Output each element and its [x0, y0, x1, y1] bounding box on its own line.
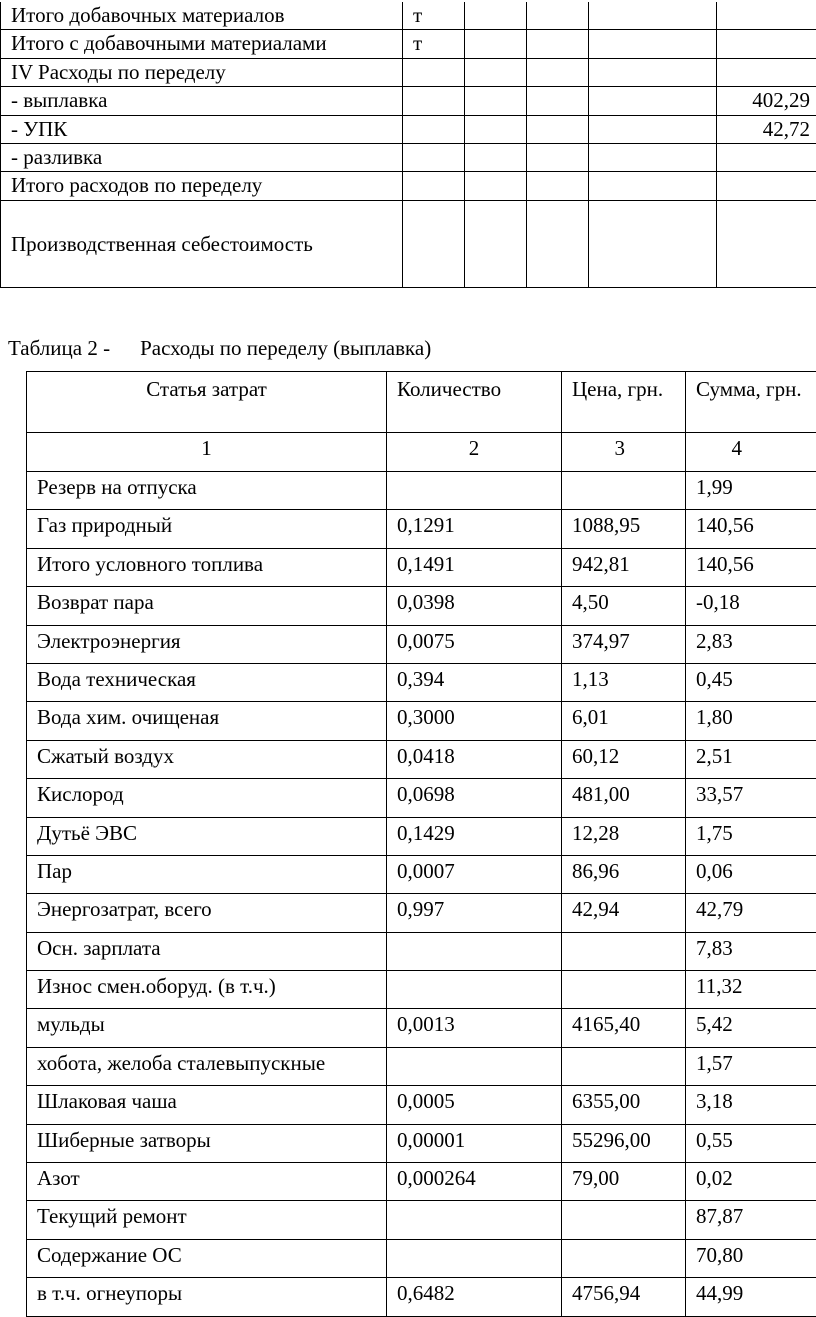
cell-price: 4,50	[562, 587, 686, 625]
caption-title: Расходы по переделу (выплавка)	[140, 336, 431, 360]
cell-item: Итого условного топлива	[27, 548, 387, 586]
cell-qty: 0,0418	[387, 740, 562, 778]
cell-item: Электроэнергия	[27, 625, 387, 663]
summary-cell-c3	[465, 58, 527, 86]
cell-sum: 3,18	[686, 1086, 816, 1124]
summary-cell-c4	[527, 87, 589, 115]
cell-item: хобота, желоба сталевыпускные	[27, 1047, 387, 1085]
cell-sum: 2,83	[686, 625, 816, 663]
cell-item: Азот	[27, 1163, 387, 1201]
summary-cell-c4	[527, 30, 589, 58]
summary-cell-c5	[589, 143, 717, 171]
cell-price: 42,94	[562, 894, 686, 932]
cell-price	[562, 971, 686, 1009]
cell-qty: 0,0007	[387, 855, 562, 893]
table-row	[27, 1124, 816, 1162]
cell-price	[562, 1047, 686, 1085]
summary-cell-c6	[717, 172, 816, 200]
table-row	[27, 779, 816, 817]
summary-cell-unit: т	[403, 2, 465, 30]
cell-qty	[387, 1201, 562, 1239]
summary-cell-c3	[465, 87, 527, 115]
table-row	[27, 472, 816, 510]
cell-item: Сжатый воздух	[27, 740, 387, 778]
summary-cell-c3	[465, 2, 527, 30]
table-row	[27, 971, 816, 1009]
cell-item: мульды	[27, 1009, 387, 1047]
column-number-4: 4	[686, 433, 816, 472]
cost-table-body	[27, 372, 816, 1317]
cell-price	[562, 1201, 686, 1239]
header-qty: Количество	[387, 372, 562, 433]
cell-sum: 0,45	[686, 663, 816, 701]
table-row	[27, 1201, 816, 1239]
cell-sum: 140,56	[686, 510, 816, 548]
cell-item: Энергозатрат, всего	[27, 894, 387, 932]
cell-sum: 1,75	[686, 817, 816, 855]
summary-cell-label: - УПК	[1, 115, 403, 143]
cell-price: 4165,40	[562, 1009, 686, 1047]
summary-row	[1, 172, 816, 200]
cell-sum: -0,18	[686, 587, 816, 625]
table-caption	[8, 334, 431, 362]
table-row	[27, 1163, 816, 1201]
table-row	[27, 894, 816, 932]
summary-cell-label: Итого добавочных материалов	[1, 2, 403, 30]
cell-sum: 0,06	[686, 855, 816, 893]
summary-cell-c5	[589, 87, 717, 115]
cell-item: Пар	[27, 855, 387, 893]
table-row	[27, 817, 816, 855]
summary-row	[1, 58, 816, 86]
summary-cell-c4	[527, 200, 589, 287]
cell-sum: 44,99	[686, 1278, 816, 1316]
summary-cell-c5	[589, 58, 717, 86]
cell-qty: 0,1291	[387, 510, 562, 548]
summary-table	[0, 2, 816, 288]
summary-cell-c6	[717, 30, 816, 58]
table-row	[27, 548, 816, 586]
cell-qty: 0,1429	[387, 817, 562, 855]
cell-item: Шлаковая чаша	[27, 1086, 387, 1124]
cell-qty: 0,000264	[387, 1163, 562, 1201]
summary-cell-label: - выплавка	[1, 87, 403, 115]
summary-cell-unit	[403, 143, 465, 171]
cell-qty: 0,3000	[387, 702, 562, 740]
summary-cell-label: IV Расходы по переделу	[1, 58, 403, 86]
cell-qty: 0,0698	[387, 779, 562, 817]
summary-cell-unit: т	[403, 30, 465, 58]
cell-sum: 1,57	[686, 1047, 816, 1085]
cell-sum: 7,83	[686, 932, 816, 970]
summary-cell-c4	[527, 58, 589, 86]
cell-sum: 33,57	[686, 779, 816, 817]
cell-sum: 1,99	[686, 472, 816, 510]
cell-item: Газ природный	[27, 510, 387, 548]
cell-qty: 0,0005	[387, 1086, 562, 1124]
cell-price: 1,13	[562, 663, 686, 701]
cell-item: Износ смен.оборуд. (в т.ч.)	[27, 971, 387, 1009]
cell-price: 79,00	[562, 1163, 686, 1201]
cell-qty	[387, 1047, 562, 1085]
summary-cell-c3	[465, 172, 527, 200]
summary-cell-c5	[589, 200, 717, 287]
cell-qty: 0,0075	[387, 625, 562, 663]
summary-row	[1, 200, 816, 287]
summary-cell-c6: 402,29	[717, 87, 816, 115]
summary-cell-c6	[717, 200, 816, 287]
cell-qty: 0,00001	[387, 1124, 562, 1162]
cell-sum: 1,80	[686, 702, 816, 740]
cell-item: Вода хим. очищеная	[27, 702, 387, 740]
summary-cell-c4	[527, 2, 589, 30]
column-number-3: 3	[562, 433, 686, 472]
cell-qty	[387, 472, 562, 510]
cell-sum: 11,32	[686, 971, 816, 1009]
cost-table	[26, 371, 816, 1317]
summary-cell-c6	[717, 143, 816, 171]
table-row	[27, 932, 816, 970]
table-row	[27, 855, 816, 893]
cell-price: 481,00	[562, 779, 686, 817]
table-row	[27, 510, 816, 548]
summary-cell-c5	[589, 172, 717, 200]
cell-sum: 0,55	[686, 1124, 816, 1162]
cell-qty: 0,0013	[387, 1009, 562, 1047]
cell-sum: 5,42	[686, 1009, 816, 1047]
summary-cell-c3	[465, 143, 527, 171]
table-row	[27, 1009, 816, 1047]
cell-qty	[387, 932, 562, 970]
cell-sum: 140,56	[686, 548, 816, 586]
summary-row	[1, 30, 816, 58]
summary-cell-unit	[403, 115, 465, 143]
summary-cell-c4	[527, 172, 589, 200]
cell-item: Осн. зарплата	[27, 932, 387, 970]
summary-cell-c3	[465, 115, 527, 143]
cell-qty: 0,1491	[387, 548, 562, 586]
table-row	[27, 663, 816, 701]
cell-item: Кислород	[27, 779, 387, 817]
cell-price: 55296,00	[562, 1124, 686, 1162]
summary-cell-c6: 42,72	[717, 115, 816, 143]
summary-cell-label: Итого с добавочными материалами	[1, 30, 403, 58]
cell-price	[562, 472, 686, 510]
summary-cell-c4	[527, 143, 589, 171]
cell-price: 86,96	[562, 855, 686, 893]
cell-qty: 0,394	[387, 663, 562, 701]
summary-cell-c5	[589, 30, 717, 58]
cell-qty: 0,6482	[387, 1278, 562, 1316]
summary-row	[1, 143, 816, 171]
cell-price: 12,28	[562, 817, 686, 855]
summary-cell-c6	[717, 2, 816, 30]
cell-price: 942,81	[562, 548, 686, 586]
table-row	[27, 1086, 816, 1124]
table-row	[27, 625, 816, 663]
cell-price: 6,01	[562, 702, 686, 740]
summary-cell-unit	[403, 172, 465, 200]
cell-sum: 2,51	[686, 740, 816, 778]
cell-sum: 70,80	[686, 1239, 816, 1277]
cell-sum: 42,79	[686, 894, 816, 932]
summary-cell-label: - разливка	[1, 143, 403, 171]
table-row	[27, 740, 816, 778]
summary-row	[1, 87, 816, 115]
cell-item: Вода техническая	[27, 663, 387, 701]
header-sum: Сумма, грн.	[686, 372, 816, 433]
cell-item: Возврат пара	[27, 587, 387, 625]
summary-cell-label: Производственная себестоимость	[1, 200, 403, 287]
summary-cell-c6	[717, 58, 816, 86]
summary-cell-c5	[589, 2, 717, 30]
cell-item: Содержание ОС	[27, 1239, 387, 1277]
summary-cell-c3	[465, 200, 527, 287]
summary-cell-unit	[403, 87, 465, 115]
summary-row	[1, 115, 816, 143]
cell-sum: 0,02	[686, 1163, 816, 1201]
cell-item: Резерв на отпуска	[27, 472, 387, 510]
table-row	[27, 702, 816, 740]
summary-cell-unit	[403, 58, 465, 86]
cell-price: 374,97	[562, 625, 686, 663]
cell-price: 4756,94	[562, 1278, 686, 1316]
column-number-row	[27, 433, 816, 472]
cell-price: 6355,00	[562, 1086, 686, 1124]
cell-item: Шиберные затворы	[27, 1124, 387, 1162]
table-row	[27, 1278, 816, 1316]
summary-cell-c3	[465, 30, 527, 58]
table-row	[27, 587, 816, 625]
summary-cell-unit	[403, 200, 465, 287]
table-row	[27, 1047, 816, 1085]
summary-cell-c4	[527, 115, 589, 143]
cell-price: 1088,95	[562, 510, 686, 548]
caption-label: Таблица 2 -	[8, 336, 110, 360]
cell-price	[562, 932, 686, 970]
column-number-2: 2	[387, 433, 562, 472]
column-number-1: 1	[27, 433, 387, 472]
cell-qty: 0,0398	[387, 587, 562, 625]
header-row	[27, 372, 816, 433]
header-item: Статья затрат	[27, 372, 387, 433]
cell-item: Текущий ремонт	[27, 1201, 387, 1239]
cell-sum: 87,87	[686, 1201, 816, 1239]
header-price: Цена, грн.	[562, 372, 686, 433]
cell-price: 60,12	[562, 740, 686, 778]
summary-cell-c5	[589, 115, 717, 143]
cell-item: в т.ч. огнеупоры	[27, 1278, 387, 1316]
summary-table-body	[1, 2, 816, 287]
cell-qty	[387, 971, 562, 1009]
cell-item: Дутьё ЭВС	[27, 817, 387, 855]
summary-cell-label: Итого расходов по переделу	[1, 172, 403, 200]
cell-qty: 0,997	[387, 894, 562, 932]
summary-row	[1, 2, 816, 30]
